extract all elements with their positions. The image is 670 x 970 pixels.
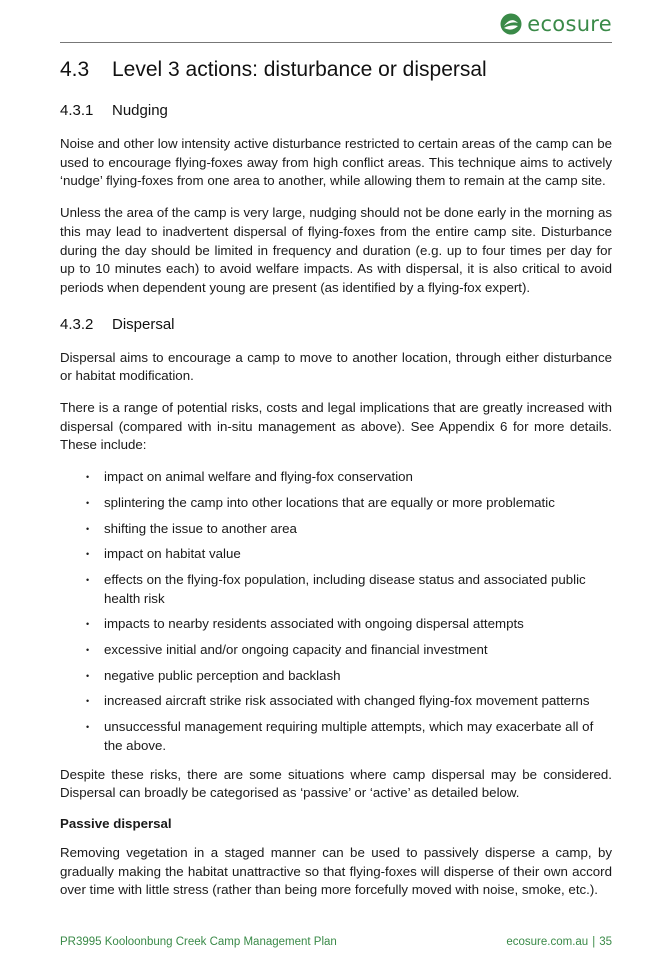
subsection-number: 4.3.2: [60, 315, 94, 333]
subsection-number: 4.3.1: [60, 102, 94, 119]
paragraph: Removing vegetation in a staged manner can be used to passively disperse a camp, by gradually making the habitat unattractive so that flying-foxes will disperse of their own accord over time with little stress (rather than being more forcefully moved with noise, smoke, etc.).: [60, 844, 612, 898]
bullet-icon: •: [86, 472, 90, 483]
bullet-icon: •: [86, 497, 90, 508]
bullet-icon: •: [86, 696, 90, 707]
subsection-heading-dispersal: [60, 316, 612, 333]
list-item: • unsuccessful management requiring multiple attempts, which may exacerbate all of the above.: [86, 719, 594, 753]
paragraph: Despite these risks, there are some situations where camp dispersal may be considered. Dispersal can broadly be categorised as ‘passive’ or ‘active’ as detailed below.: [60, 766, 612, 801]
paragraph: There is a range of potential risks, costs and legal implications that are greatly increased with dispersal (compared with in-situ management as above). See Appendix 6 for more details. These include:: [60, 400, 612, 453]
paragraph: Dispersal aims to encourage a camp to move to another location, through either disturbance or habitat modification.: [60, 349, 612, 384]
footer-separator: |: [592, 936, 596, 948]
passive-dispersal-heading: Passive dispersal: [60, 815, 172, 831]
bullet-icon: •: [86, 645, 90, 656]
bullet-icon: •: [86, 574, 90, 585]
paragraph: Noise and other low intensity active disturbance restricted to certain areas of the camp can be used to encourage flying-foxes away from high conflict areas. This technique aims to actively ‘nudge’ flying-foxes from one area to another, while allowing them to remain at the camp site.: [60, 136, 612, 189]
bullet-icon: •: [86, 722, 90, 733]
subsection-title: Nudging: [112, 102, 168, 119]
document-body: [60, 58, 612, 913]
list-item: • effects on the flying-fox population, including disease status and associated public health risk: [86, 571, 586, 606]
bullet-icon: •: [86, 619, 90, 630]
footer-right: [506, 936, 612, 948]
list-item: • negative public perception and backlash: [60, 667, 612, 686]
bullet-icon: •: [86, 670, 90, 681]
section-number: 4.3: [60, 58, 90, 81]
ecosure-leaf-logo-icon: [500, 13, 522, 35]
page-number: 35: [599, 936, 612, 948]
list-item: • impact on habitat value: [60, 545, 612, 564]
brand-name: ecosure: [527, 12, 612, 36]
section-title: Level 3 actions: disturbance or dispersal: [112, 58, 487, 81]
risk-list: [60, 468, 612, 755]
bullet-icon: •: [86, 549, 90, 560]
subsection-heading-nudging: [60, 102, 612, 119]
paragraph: Unless the area of the camp is very large, nudging should not be done early in the morning as this may lead to inadvertent dispersal of flying-foxes from the entire camp site. Disturbance during the day should be limited in frequency and duration (e.g. up to four times per day for up to 10 minutes each) to avoid welfare impacts. As with dispersal, it is also critical to avoid periods when dependent young are present (as identified by a flying-fox expert).: [60, 205, 612, 295]
list-item: • excessive initial and/or ongoing capacity and financial investment: [60, 641, 612, 660]
page-header: [60, 10, 612, 43]
section-heading: [60, 58, 612, 82]
list-item: • splintering the camp into other locations that are equally or more problematic: [60, 494, 612, 513]
list-item: • shifting the issue to another area: [60, 520, 612, 539]
footer-website-link[interactable]: ecosure.com.au: [506, 936, 589, 948]
footer-document-title: PR3995 Kooloonbung Creek Camp Management Plan: [60, 936, 337, 948]
list-item: • impact on animal welfare and flying-fox conservation: [60, 468, 612, 487]
subsection-title: Dispersal: [112, 315, 175, 333]
list-item: • impacts to nearby residents associated with ongoing dispersal attempts: [60, 615, 612, 634]
bullet-icon: •: [86, 523, 90, 534]
ecosure-logo: [500, 12, 612, 36]
list-item: • increased aircraft strike risk associated with changed flying-fox movement patterns: [60, 692, 612, 711]
